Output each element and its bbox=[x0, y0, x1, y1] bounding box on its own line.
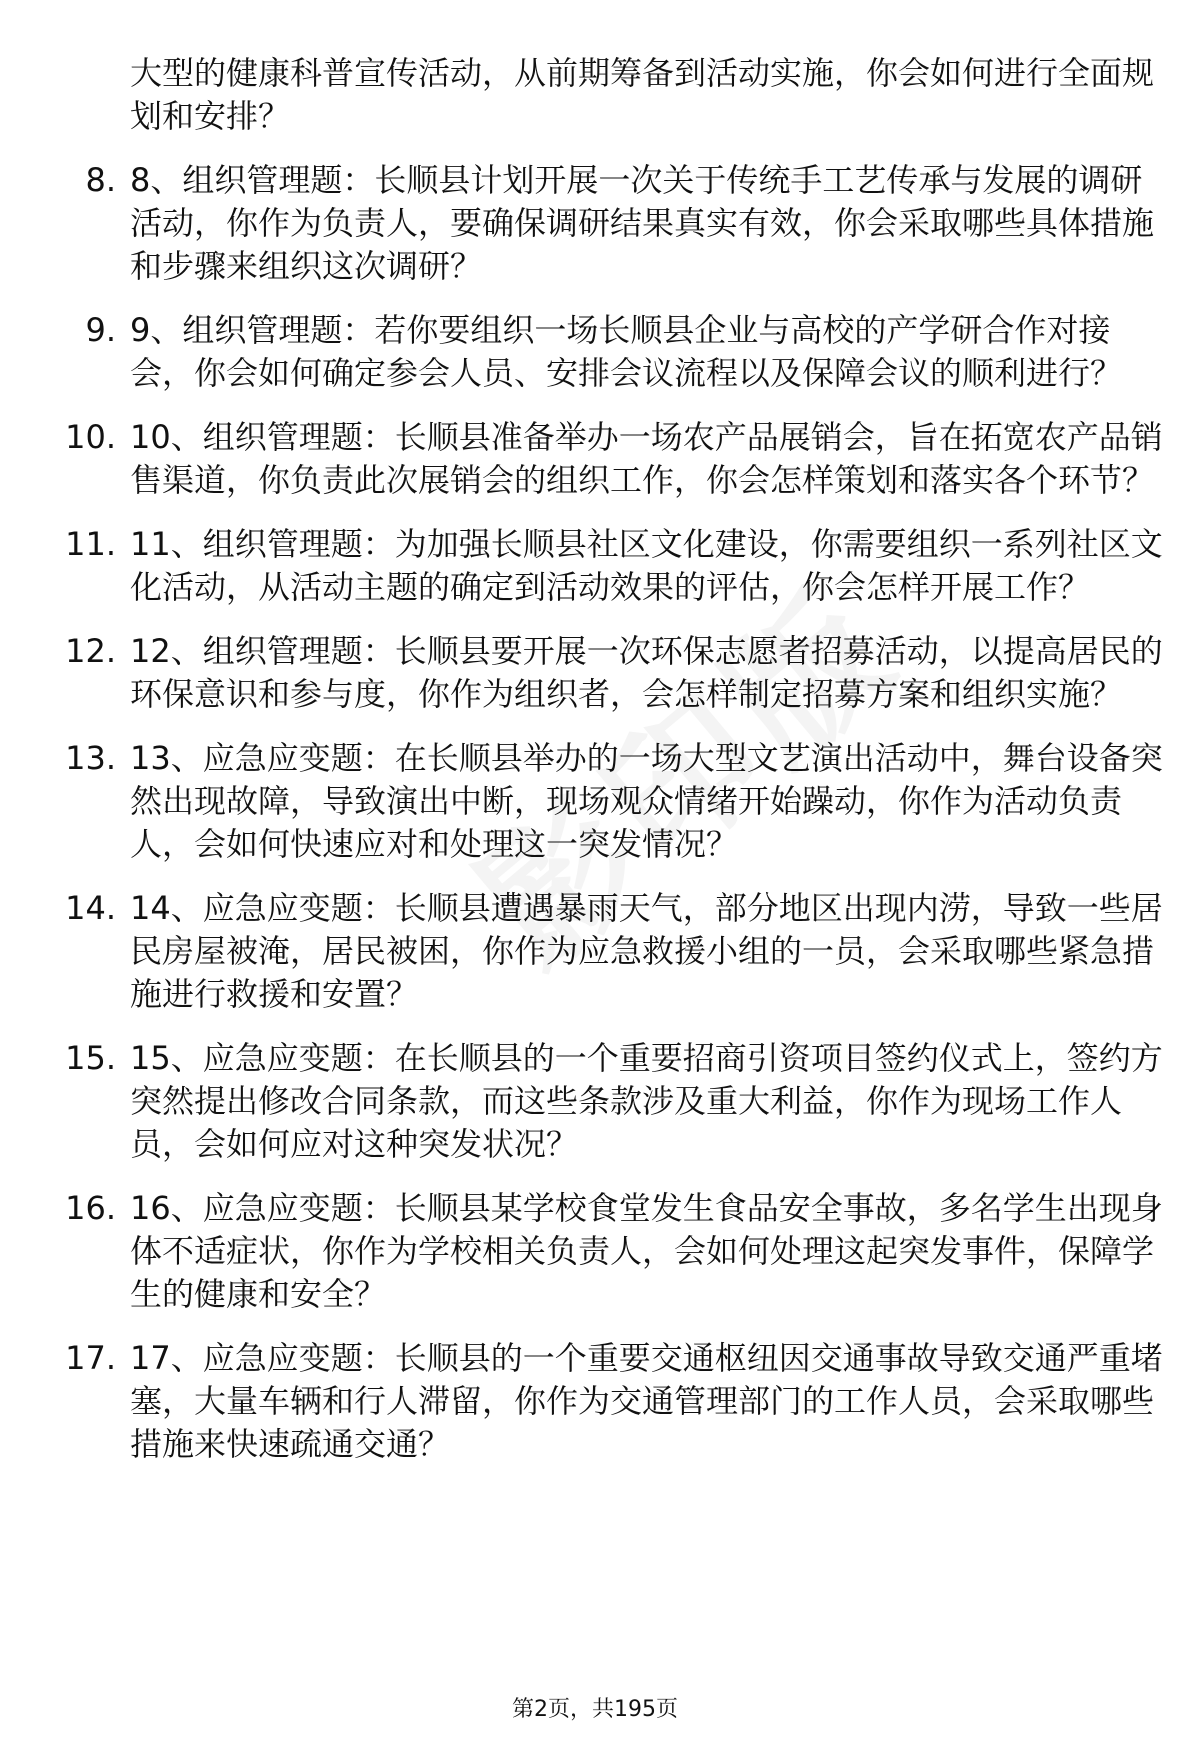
question-text: 11、组织管理题：为加强长顺县社区文化建设，你需要组织一系列社区文化活动，从活动主题的确定到活动效果的评估，你会怎样开展工作？ bbox=[130, 525, 1163, 606]
question-number: 11. bbox=[65, 525, 116, 563]
page-footer bbox=[0, 1696, 1190, 1724]
question-text: 9、组织管理题：若你要组织一场长顺县企业与高校的产学研合作对接会，你会如何确定参会人员、安排会议流程以及保障会议的顺利进行？ bbox=[130, 311, 1123, 392]
question-text: 12、组织管理题：长顺县要开展一次环保志愿者招募活动，以提高居民的环保意识和参与度，你作为组织者，会怎样制定招募方案和组织实施？ bbox=[130, 632, 1163, 713]
question-text: 13、应急应变题：在长顺县举办的一场大型文艺演出活动中，舞台设备突然出现故障，导致演出中断，现场观众情绪开始躁动，你作为活动负责人，会如何快速应对和处理这一突发情况？ bbox=[130, 739, 1163, 863]
question-text: 8、组织管理题：长顺县计划开展一次关于传统手工艺传承与发展的调研活动，你作为负责人，要确保调研结果真实有效，你会采取哪些具体措施和步骤来组织这次调研？ bbox=[130, 161, 1155, 285]
question-number: 14. bbox=[65, 889, 116, 927]
question-item bbox=[85, 159, 1170, 288]
question-number: 8. bbox=[85, 161, 116, 199]
question-number: 17. bbox=[65, 1339, 116, 1377]
question-number: 15. bbox=[65, 1039, 116, 1077]
question-item bbox=[65, 523, 1170, 609]
question-text: 10、组织管理题：长顺县准备举办一场农产品展销会，旨在拓宽农产品销售渠道，你负责此次展销会的组织工作，你会怎样策划和落实各个环节？ bbox=[130, 418, 1163, 499]
question-text: 17、应急应变题：长顺县的一个重要交通枢纽因交通事故导致交通严重堵塞，大量车辆和行人滞留，你作为交通管理部门的工作人员，会采取哪些措施来快速疏通交通？ bbox=[130, 1339, 1163, 1463]
continued-question-text: 大型的健康科普宣传活动，从前期筹备到活动实施，你会如何进行全面规划和安排？ bbox=[130, 54, 1155, 135]
question-number: 13. bbox=[65, 739, 116, 777]
question-item bbox=[65, 630, 1170, 716]
question-text: 14、应急应变题：长顺县遭遇暴雨天气，部分地区出现内涝，导致一些居民房屋被淹，居民被困，你作为应急救援小组的一员，会采取哪些紧急措施进行救援和安置？ bbox=[130, 889, 1163, 1013]
question-number: 9. bbox=[85, 311, 116, 349]
question-item bbox=[65, 1337, 1170, 1466]
question-item bbox=[65, 887, 1170, 1016]
question-text: 16、应急应变题：长顺县某学校食堂发生食品安全事故，多名学生出现身体不适症状，你作为学校相关负责人，会如何处理这起突发事件，保障学生的健康和安全？ bbox=[130, 1189, 1163, 1313]
question-item bbox=[85, 309, 1170, 395]
question-item bbox=[65, 1037, 1170, 1166]
question-number: 12. bbox=[65, 632, 116, 670]
page-number-label: 第2页，共195页 bbox=[512, 1697, 678, 1722]
question-list bbox=[0, 159, 1190, 1466]
question-number: 10. bbox=[65, 418, 116, 456]
question-item bbox=[65, 416, 1170, 502]
question-text: 15、应急应变题：在长顺县的一个重要招商引资项目签约仪式上，签约方突然提出修改合同条款，而这些条款涉及重大利益，你作为现场工作人员，会如何应对这种突发状况？ bbox=[130, 1039, 1163, 1163]
question-content bbox=[0, 52, 1190, 1487]
question-item bbox=[65, 1187, 1170, 1316]
question-number: 16. bbox=[65, 1189, 116, 1227]
question-item bbox=[65, 737, 1170, 866]
